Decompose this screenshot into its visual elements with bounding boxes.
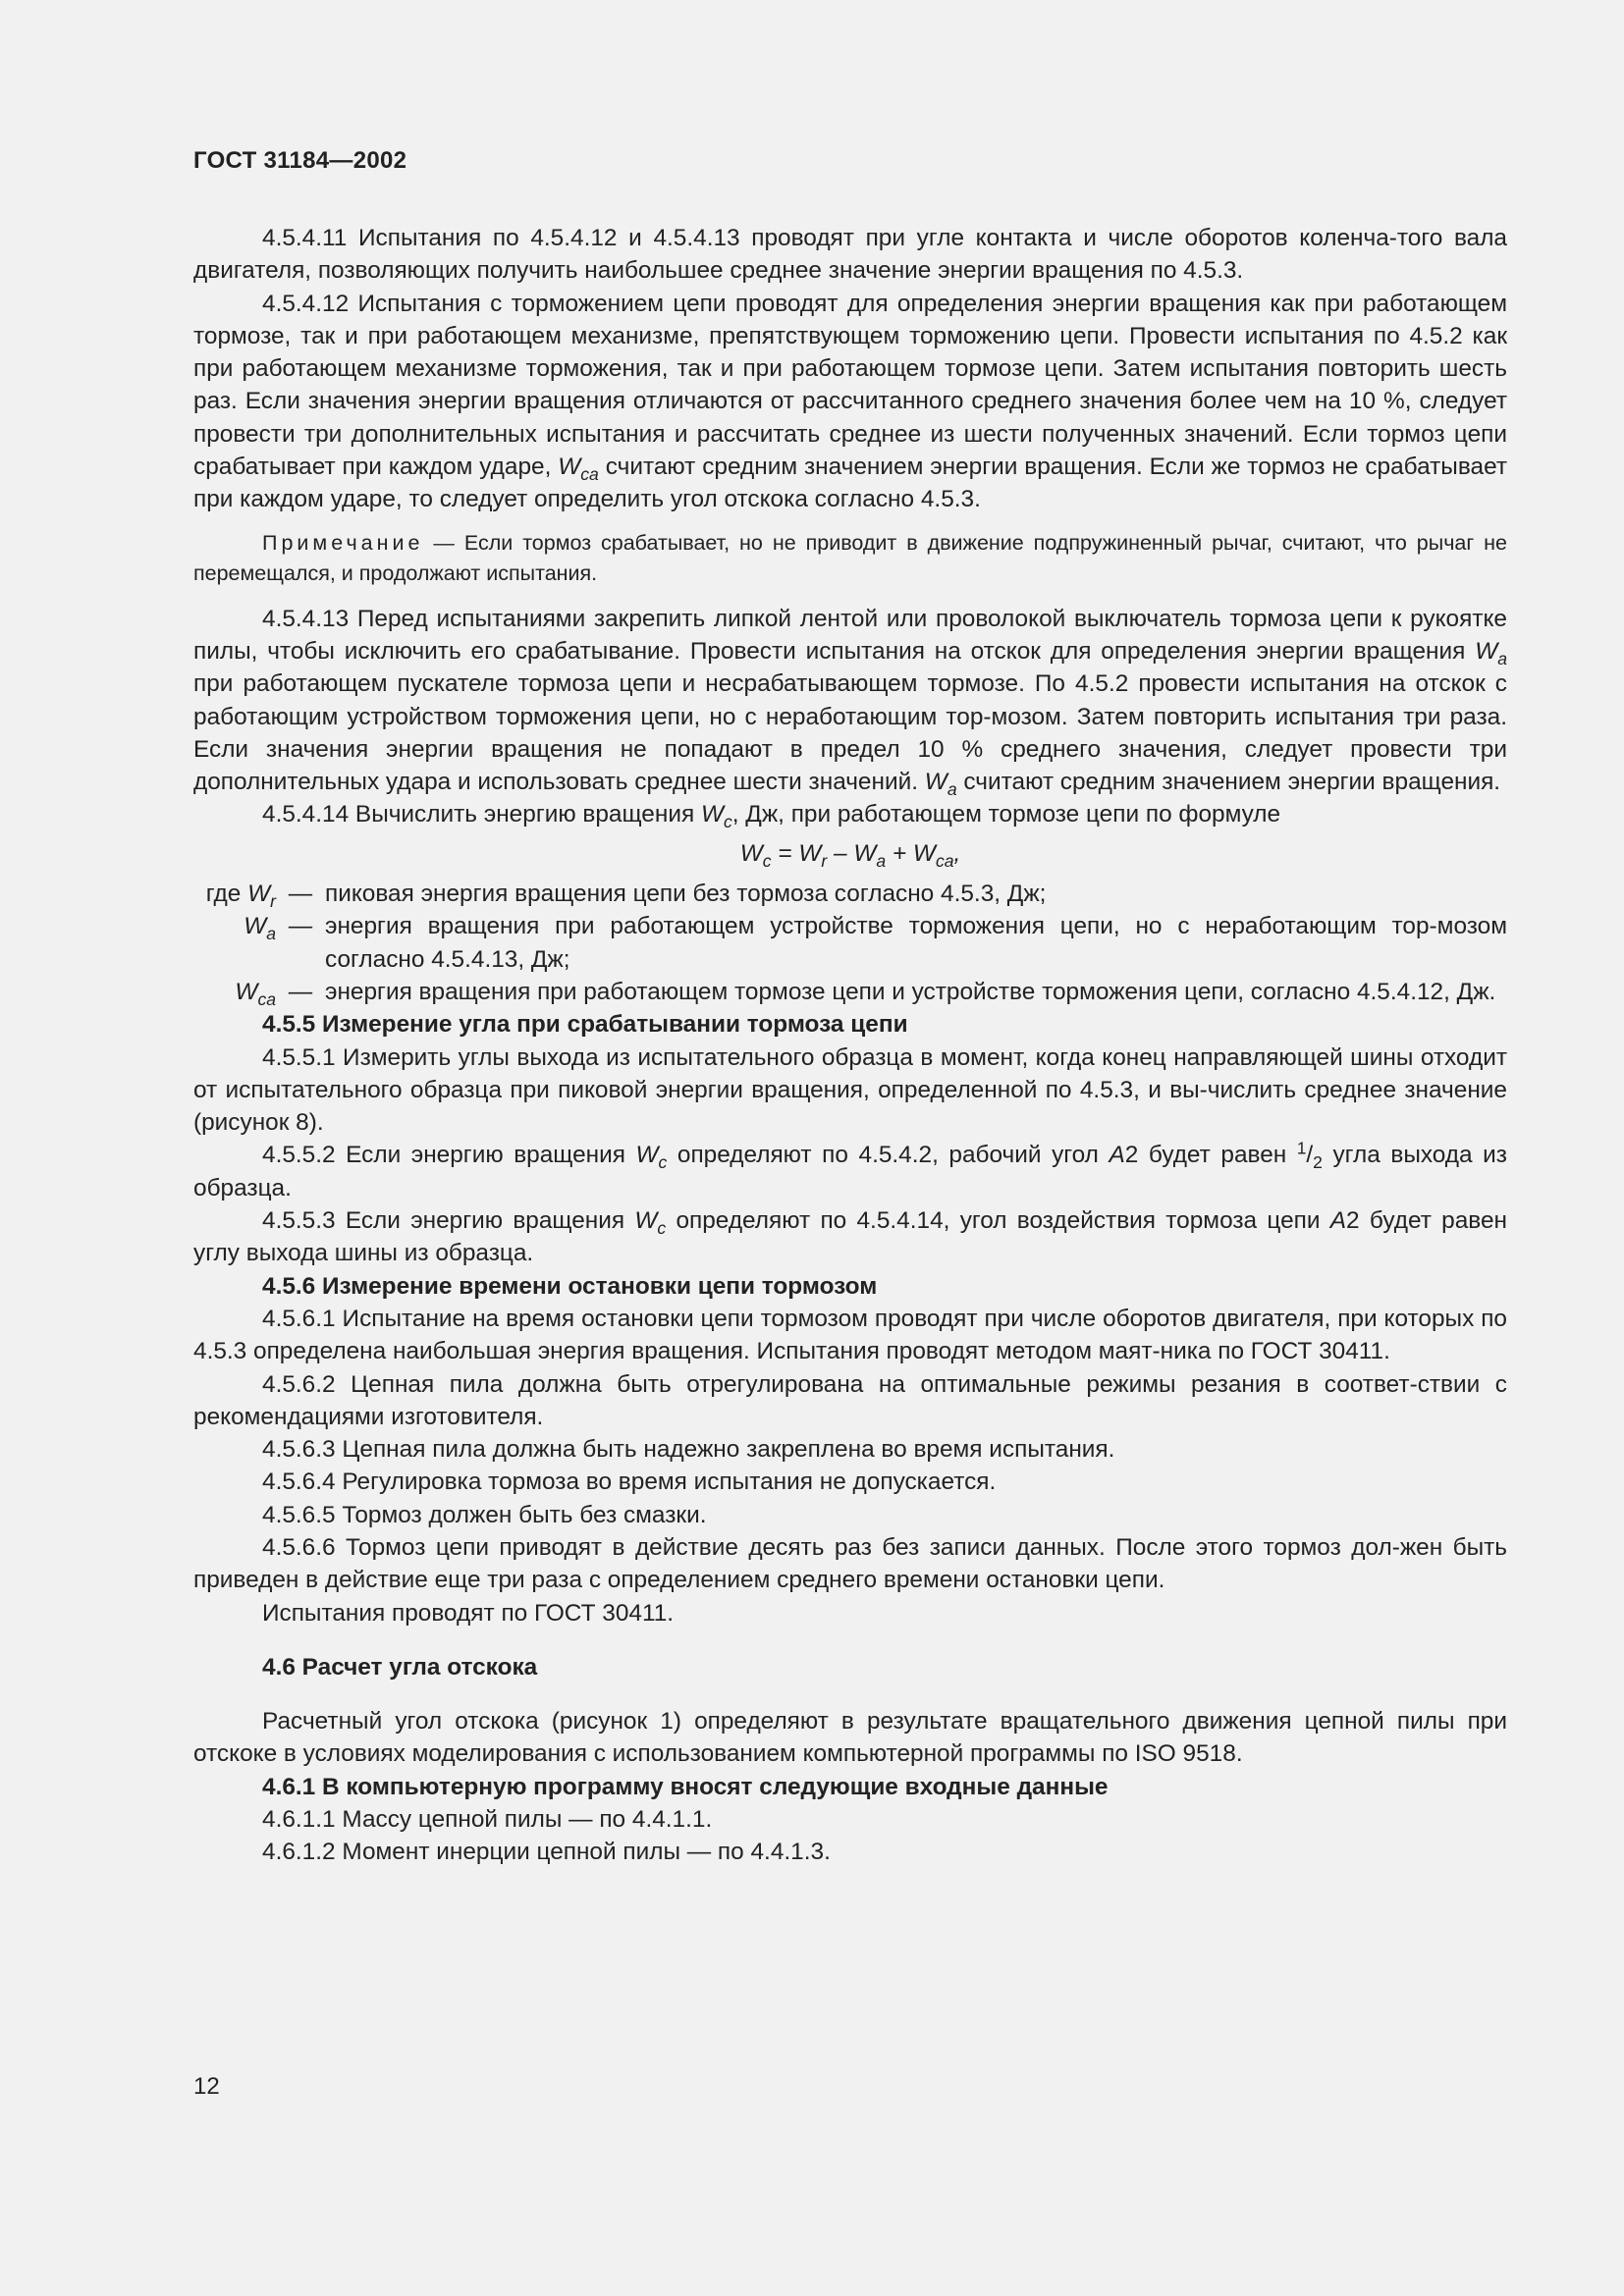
paragraph-4-6-1-2: 4.6.1.2 Момент инерции цепной пилы — по 4.4.1.3. — [262, 1839, 831, 1866]
note-text: — Если тормоз срабатывает, но не приводит в движение подпружиненный рычаг, считают, что рычаг не перемещался, и продолжают испытания. — [193, 530, 1507, 585]
definitions-list — [193, 878, 1507, 1008]
paragraph-4-6: Расчетный угол отскока (рисунок 1) определяют в результате вращательного движения цепной пилы при отскоке в условиях моделирования с использованием компьютерной программы по ISO 9518. — [193, 1708, 1507, 1768]
paragraph-4-5-6-3: 4.5.6.3 Цепная пила должна быть надежно закреплена во время испытания. — [262, 1436, 1115, 1464]
note — [193, 528, 1507, 589]
paragraph-4-5-5-3: 4.5.5.3 Если энергию вращения $W_c$ определяют по 4.5.4.14, угол воздействия тормоза цепи A2 будет равен углу выхода шины из образца. — [193, 1207, 1507, 1267]
paragraph-4-5-6-5: 4.5.6.5 Тормоз должен быть без смазки. — [262, 1501, 707, 1528]
document-header: ГОСТ 31184—2002 — [193, 147, 407, 174]
section-heading-4-5-5: 4.5.5 Измерение угла при срабатывании тормоза цепи — [262, 1011, 908, 1039]
paragraph-4-5-5-1: 4.5.5.1 Измерить углы выхода из испытательного образца в момент, когда конец направляющей шины отходит от испытательного образца при пиковой энергии вращения, определенной по 4.5.3, и вы-числить среднее значение (рисунок 8). — [193, 1043, 1507, 1137]
paragraph-4-5-4-12: 4.5.4.12 Испытания с торможением цепи проводят для определения энергии вращения как при работающем тормозе, так и при работающем механизме, препятствующем торможению цепи. Провести испытания по 4.5.2 как при работающем механизме торможения, так и при работающем тормозе цепи. Затем испытания повторить шесть раз. Если значения энергии вращения отличаются от рассчитанного среднего значения более чем на 10 %, следует провести три дополнительных испытания и рассчитать среднее из шести полученных значений. Если тормоз цепи срабатывает при каждом ударе, $W_{ca}$ считают средним значением энергии вращения. Если же тормоз не срабатывает при каждом ударе, то следует определить угол отскока согласно 4.5.3. — [193, 290, 1507, 513]
paragraph-4-5-5-2: 4.5.5.2 Если энергию вращения $W_c$ определяют по 4.5.4.2, рабочий угол A2 будет равен $^1/_2$ угла выхода из образца. — [193, 1139, 1507, 1201]
definition-row: $W_a$ — энергия вращения при работающем устройстве торможения цепи, но с неработающим тор-мозом согласно 4.5.4.13, Дж; — [244, 913, 1507, 973]
paragraph-4-5-6-4: 4.5.6.4 Регулировка тормоза во время испытания не допускается. — [262, 1468, 997, 1496]
paragraph-tests-gost: Испытания проводят по ГОСТ 30411. — [262, 1599, 675, 1627]
paragraph-4-6-1-1: 4.6.1.1 Массу цепной пилы — по 4.4.1.1. — [262, 1806, 713, 1834]
page-body — [193, 222, 1507, 1869]
page-number: 12 — [193, 2073, 220, 2100]
definition-row: где $W_r$ — пиковая энергия вращения цепи без тормоза согласно 4.5.3, Дж; — [205, 881, 1047, 912]
formula: $W_c = W_r - W_a + W_{ca}$, — [739, 839, 961, 871]
section-heading-4-6: 4.6 Расчет угла отскока — [262, 1653, 538, 1681]
section-heading-4-5-6: 4.5.6 Измерение времени остановки цепи тормозом — [262, 1272, 878, 1300]
paragraph-4-5-6-6: 4.5.6.6 Тормоз цепи приводят в действие десять раз без записи данных. После этого тормоз дол-жен быть приведен в действие еще три раза с определением среднего времени остановки цепи. — [193, 1533, 1507, 1594]
definition-row: $W_{ca}$ — энергия вращения при работающем тормозе цепи и устройстве торможения цепи, согласно 4.5.4.12, Дж. — [235, 978, 1496, 1010]
paragraph-4-5-4-11: 4.5.4.11 Испытания по 4.5.4.12 и 4.5.4.13 проводят при угле контакта и числе оборотов коленча-того вала двигателя, позволяющих получить наибольшее среднее значение энергии вращения по 4.5.3. — [193, 225, 1507, 285]
paragraph-4-5-4-13: 4.5.4.13 Перед испытаниями закрепить липкой лентой или проволокой выключатель тормоза цепи к рукоятке пилы, чтобы исключить его срабатывание. Провести испытания на отскок для определения энергии вращения $W_a$ при работающем пускателе тормоза цепи и несрабатывающем тормозе. По 4.5.2 провести испытания на отскок с работающим устройством торможения цепи, но с неработающим тор-мозом. Затем повторить испытания три раза. Если значения энергии вращения не попадают в предел 10 % среднего значения, следует провести три дополнительных удара и использовать среднее шести значений. $W_a$ считают средним значением энергии вращения. — [193, 605, 1507, 800]
note-label: Примечание — [262, 530, 424, 555]
section-heading-4-6-1: 4.6.1 В компьютерную программу вносят следующие входные данные — [262, 1773, 1109, 1800]
paragraph-4-5-4-14: 4.5.4.14 Вычислить энергию вращения $W_c$, Дж, при работающем тормозе цепи по формуле — [262, 801, 1281, 832]
paragraph-4-5-6-1: 4.5.6.1 Испытание на время остановки цепи тормозом проводят при числе оборотов двигателя, при которых по 4.5.3 определена наибольшая энергия вращения. Испытания проводят методом маят-ника по ГОСТ 30411. — [193, 1305, 1507, 1365]
paragraph-4-5-6-2: 4.5.6.2 Цепная пила должна быть отрегулирована на оптимальные режимы резания в соответ-ствии с рекомендациями изготовителя. — [193, 1370, 1507, 1430]
